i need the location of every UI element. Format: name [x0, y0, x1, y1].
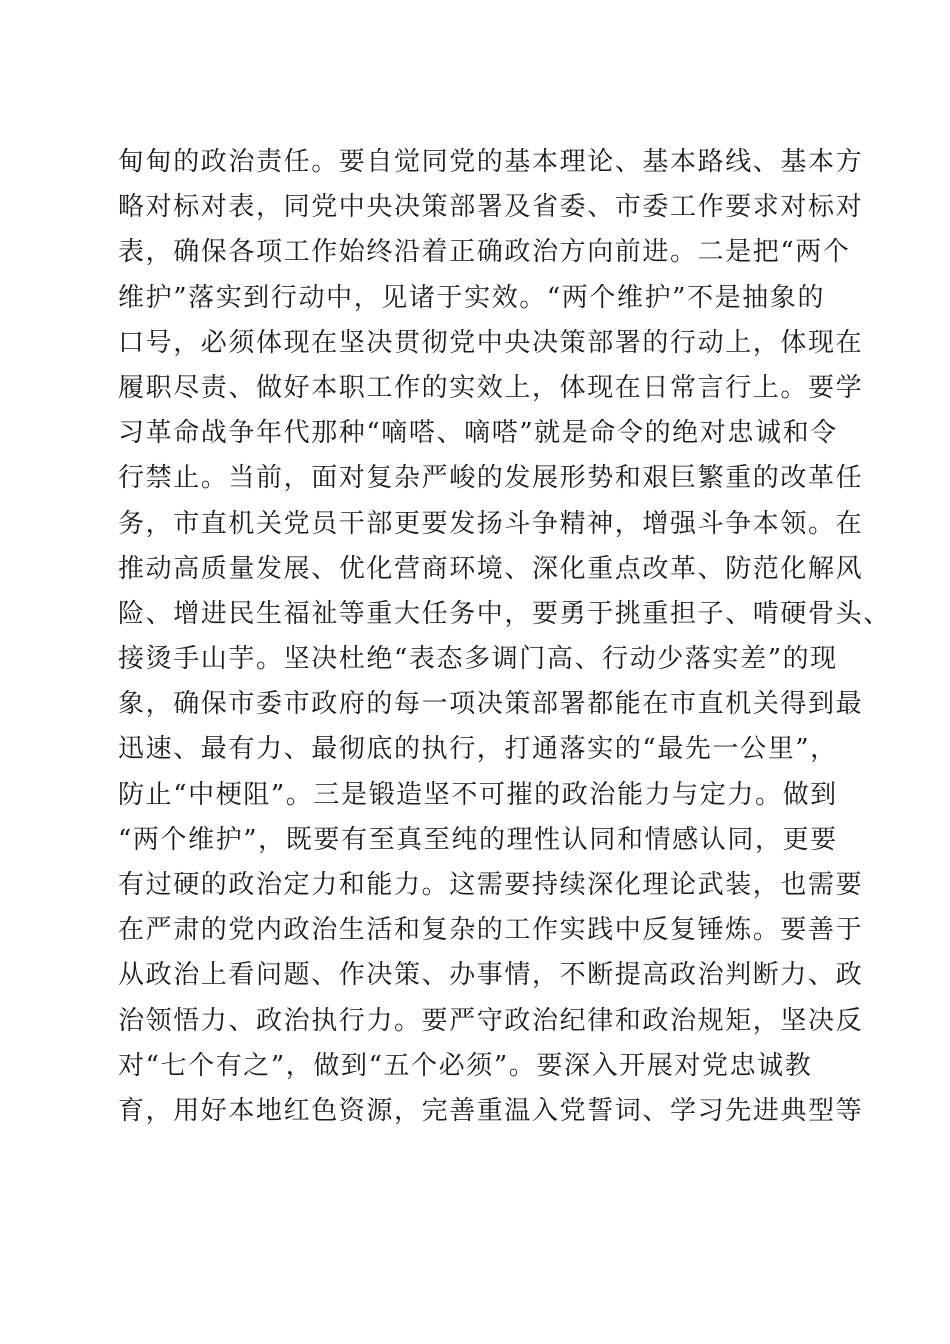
text-line: 对“七个有之”，做到“五个必须”。要深入开展对党忠诚教: [118, 1050, 813, 1081]
text-line: 口号，必须体现在坚决贯彻党中央决策部署的行动上，体现在: [118, 327, 864, 358]
text-line: 有过硬的政治定力和能力。这需要持续深化理论武装，也需要: [118, 870, 864, 900]
text-line: 迅速、最有力、最彻底的执行，打通落实的“最先一公里”，: [118, 734, 838, 765]
text-line: 育，用好本地红色资源，完善重温入党誓词、学习先进典型等: [118, 1095, 864, 1126]
text-line: 险、增进民生福祉等重大任务中，要勇于挑重担子、啃硬骨头、: [118, 598, 891, 629]
text-line: 履职尽责、做好本职工作的实效上，体现在日常言行上。要学: [118, 372, 864, 403]
text-line: 治领悟力、政治执行力。要严守政治纪律和政治规矩，坚决反: [118, 1005, 864, 1036]
text-line: 习革命战争年代那种“嘀嗒、嘀嗒”就是命令的绝对忠诚和令: [118, 418, 838, 449]
text-line: 推动高质量发展、优化营商环境、深化重点改革、防范化解风: [118, 553, 864, 584]
text-line: “两个维护”，既要有至真至纯的理性认同和情感认同，更要: [118, 824, 838, 855]
text-line: 略对标对表，同党中央决策部署及省委、市委工作要求对标对: [118, 192, 864, 223]
text-line: 行禁止。当前，面对复杂严峻的发展形势和艰巨繁重的改革任: [118, 463, 864, 494]
text-line: 接烫手山芋。坚决杜绝“表态多调门高、行动少落实差”的现: [118, 644, 838, 675]
text-line: 甸甸的政治责任。要自觉同党的基本理论、基本路线、基本方: [118, 147, 864, 177]
text-line: 在严肃的党内政治生活和复杂的工作实践中反复锤炼。要善于: [118, 915, 864, 946]
text-line: 务，市直机关党员干部更要发扬斗争精神，增强斗争本领。在: [118, 508, 864, 539]
text-line: 象，确保市委市政府的每一项决策部署都能在市直机关得到最: [118, 689, 864, 720]
text-line: 维护”落实到行动中，见诸于实效。“两个维护”不是抽象的: [118, 282, 826, 313]
text-line: 从政治上看问题、作决策、办事情，不断提高政治判断力、政: [118, 960, 864, 991]
text-line: 表，确保各项工作始终沿着正确政治方向前进。二是把“两个: [118, 237, 851, 268]
text-line: 防止“中梗阻”。三是锻造坚不可摧的政治能力与定力。做到: [118, 779, 838, 810]
body-paragraph: [118, 140, 891, 1134]
